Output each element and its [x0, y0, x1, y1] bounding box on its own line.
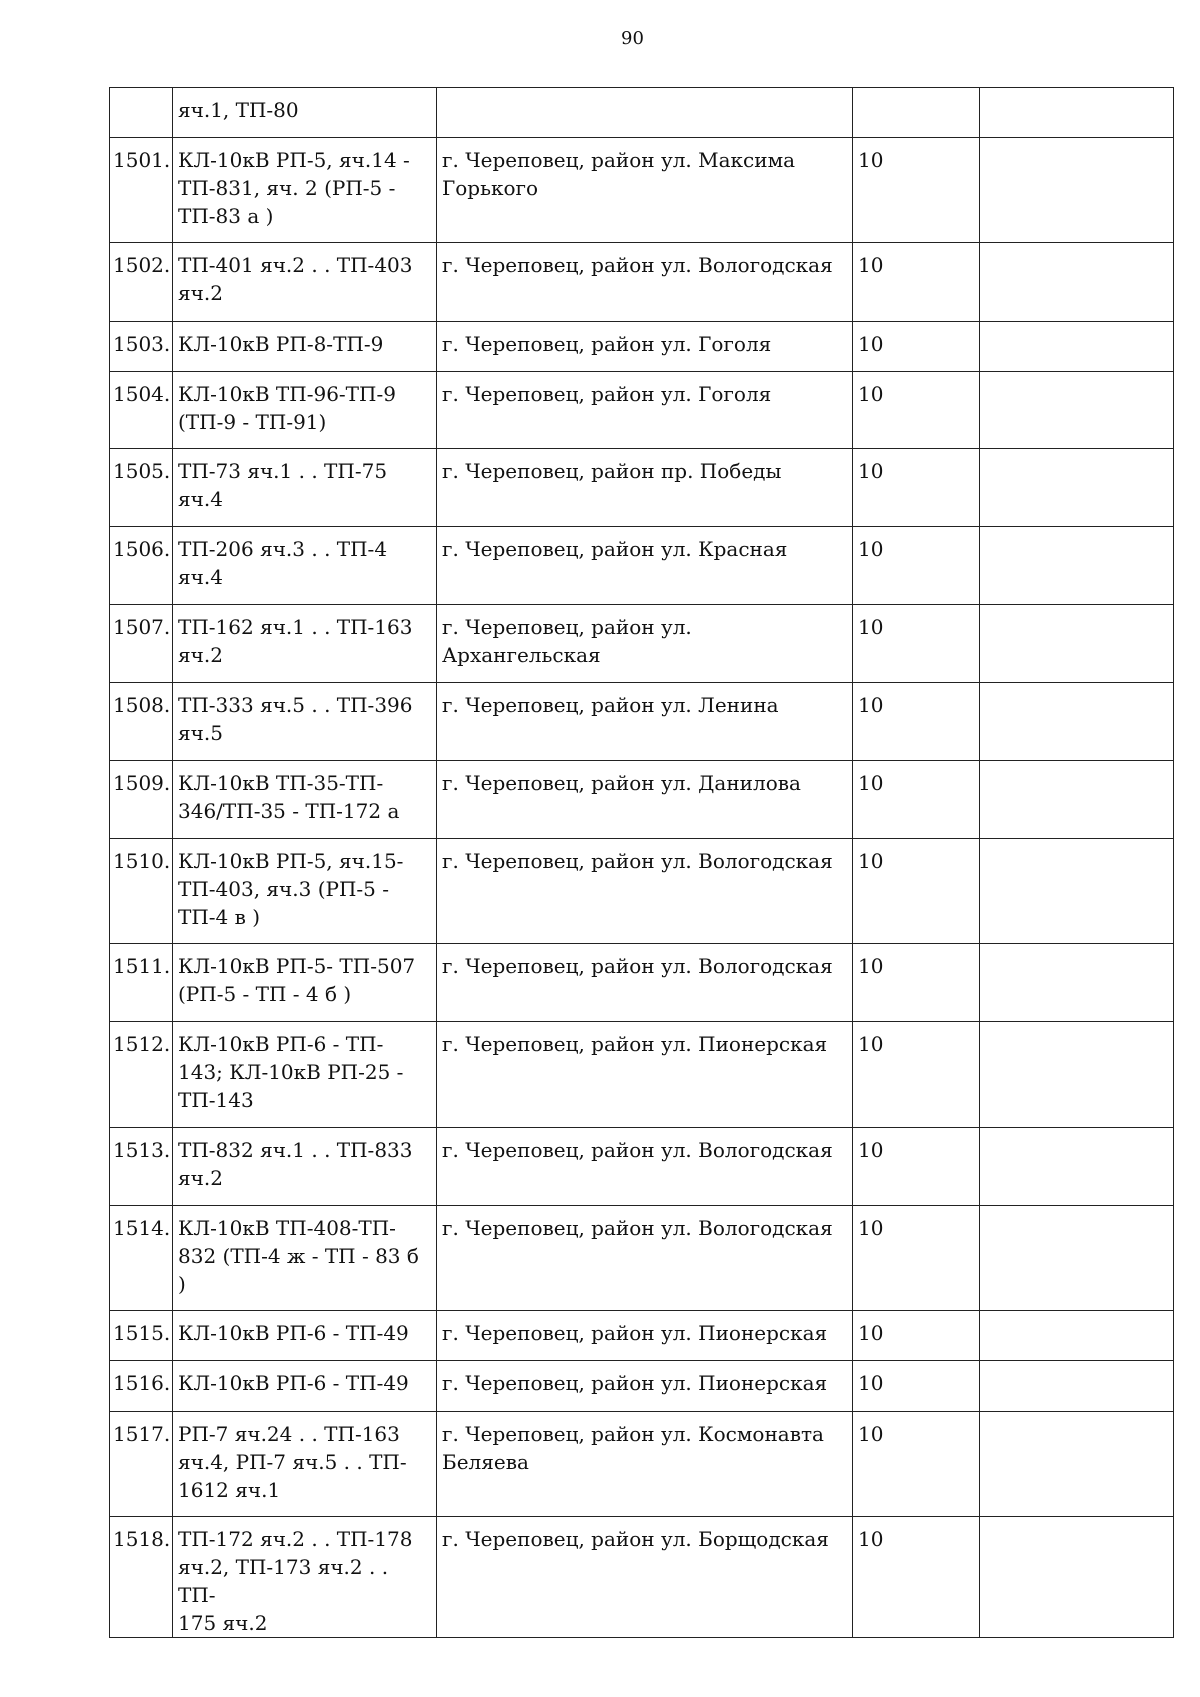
cell-location: г. Череповец, район ул. Пионерская	[437, 1022, 853, 1128]
cell-voltage: 10	[853, 1412, 980, 1517]
cell-location: г. Череповец, район пр. Победы	[437, 449, 853, 527]
cell-row-number: 1513.	[110, 1128, 173, 1206]
cell-voltage: 10	[853, 243, 980, 322]
cell-row-number: 1511.	[110, 944, 173, 1022]
table-row	[110, 1128, 1174, 1206]
cell-note	[980, 243, 1174, 322]
cell-voltage: 10	[853, 605, 980, 683]
cell-note	[980, 322, 1174, 372]
cell-note	[980, 138, 1174, 243]
cell-note	[980, 372, 1174, 449]
cell-voltage: 10	[853, 839, 980, 944]
cell-note	[980, 449, 1174, 527]
cell-location: г. Череповец, район ул. Космонавта Беляева	[437, 1412, 853, 1517]
cell-row-number: 1517.	[110, 1412, 173, 1517]
cell-object-name: КЛ-10кВ РП-6 - ТП- 143; КЛ-10кВ РП-25 - ТП-143	[173, 1022, 437, 1128]
cell-row-number: 1505.	[110, 449, 173, 527]
cell-location: г. Череповец, район ул. Пионерская	[437, 1311, 853, 1361]
page-number: 90	[621, 28, 644, 49]
cell-note	[980, 1206, 1174, 1311]
cell-object-name: КЛ-10кВ РП-5, яч.15- ТП-403, яч.3 (РП-5 - ТП-4 в )	[173, 839, 437, 944]
cell-voltage: 10	[853, 372, 980, 449]
table-row	[110, 527, 1174, 605]
table-row	[110, 88, 1174, 138]
cell-row-number: 1514.	[110, 1206, 173, 1311]
table-row	[110, 761, 1174, 839]
cell-note	[980, 1311, 1174, 1361]
cell-voltage: 10	[853, 761, 980, 839]
cell-row-number: 1504.	[110, 372, 173, 449]
cell-row-number: 1512.	[110, 1022, 173, 1128]
cell-location: г. Череповец, район ул. Вологодская	[437, 839, 853, 944]
cell-voltage: 10	[853, 449, 980, 527]
cell-note	[980, 605, 1174, 683]
table-body	[110, 88, 1174, 1638]
table-row	[110, 1206, 1174, 1311]
table-row	[110, 605, 1174, 683]
cell-object-name: КЛ-10кВ ТП-96-ТП-9 (ТП-9 - ТП-91)	[173, 372, 437, 449]
cell-voltage: 10	[853, 1517, 980, 1638]
cell-voltage: 10	[853, 322, 980, 372]
cell-row-number: 1516.	[110, 1361, 173, 1412]
cell-location: г. Череповец, район ул. Максима Горького	[437, 138, 853, 243]
cell-location: г. Череповец, район ул. Архангельская	[437, 605, 853, 683]
table-row	[110, 839, 1174, 944]
cell-row-number: 1501.	[110, 138, 173, 243]
cell-note	[980, 944, 1174, 1022]
cell-note	[980, 1517, 1174, 1638]
cell-object-name: КЛ-10кВ РП-5- ТП-507 (РП-5 - ТП - 4 б )	[173, 944, 437, 1022]
cell-row-number: 1506.	[110, 527, 173, 605]
cell-note	[980, 1022, 1174, 1128]
cell-location	[437, 88, 853, 138]
cell-row-number	[110, 88, 173, 138]
cell-note	[980, 1128, 1174, 1206]
cell-object-name: РП-7 яч.24 . . ТП-163 яч.4, РП-7 яч.5 . . ТП- 1612 яч.1	[173, 1412, 437, 1517]
cell-voltage: 10	[853, 1361, 980, 1412]
cell-object-name: КЛ-10кВ РП-6 - ТП-49	[173, 1311, 437, 1361]
cell-object-name: ТП-162 яч.1 . . ТП-163 яч.2	[173, 605, 437, 683]
cell-voltage	[853, 88, 980, 138]
table-row	[110, 1412, 1174, 1517]
cell-row-number: 1515.	[110, 1311, 173, 1361]
cell-location: г. Череповец, район ул. Ленина	[437, 683, 853, 761]
table-row	[110, 1361, 1174, 1412]
cell-object-name: ТП-73 яч.1 . . ТП-75 яч.4	[173, 449, 437, 527]
cell-object-name: ТП-333 яч.5 . . ТП-396 яч.5	[173, 683, 437, 761]
cell-object-name: ТП-401 яч.2 . . ТП-403 яч.2	[173, 243, 437, 322]
cell-note	[980, 761, 1174, 839]
cell-object-name: КЛ-10кВ ТП-35-ТП- 346/ТП-35 - ТП-172 а	[173, 761, 437, 839]
table-row	[110, 1022, 1174, 1128]
cell-voltage: 10	[853, 1022, 980, 1128]
cell-note	[980, 527, 1174, 605]
cell-note	[980, 88, 1174, 138]
cell-note	[980, 1361, 1174, 1412]
cell-location: г. Череповец, район ул. Гоголя	[437, 322, 853, 372]
cell-location: г. Череповец, район ул. Пионерская	[437, 1361, 853, 1412]
cell-note	[980, 683, 1174, 761]
cell-object-name: ТП-832 яч.1 . . ТП-833 яч.2	[173, 1128, 437, 1206]
table-row	[110, 138, 1174, 243]
cell-object-name: КЛ-10кВ РП-6 - ТП-49	[173, 1361, 437, 1412]
cell-row-number: 1509.	[110, 761, 173, 839]
cell-voltage: 10	[853, 138, 980, 243]
cell-row-number: 1503.	[110, 322, 173, 372]
cell-row-number: 1507.	[110, 605, 173, 683]
cell-voltage: 10	[853, 1206, 980, 1311]
cell-object-name: ТП-172 яч.2 . . ТП-178 яч.2, ТП-173 яч.2 . . ТП- 175 яч.2	[173, 1517, 437, 1638]
table-row	[110, 322, 1174, 372]
cell-location: г. Череповец, район ул. Борщодская	[437, 1517, 853, 1638]
cell-location: г. Череповец, район ул. Красная	[437, 527, 853, 605]
cell-location: г. Череповец, район ул. Вологодская	[437, 243, 853, 322]
cell-row-number: 1510.	[110, 839, 173, 944]
table-row	[110, 372, 1174, 449]
cell-voltage: 10	[853, 683, 980, 761]
table-row	[110, 944, 1174, 1022]
cable-lines-table	[109, 87, 1174, 1638]
table-row	[110, 449, 1174, 527]
cell-object-name: ТП-206 яч.3 . . ТП-4 яч.4	[173, 527, 437, 605]
cell-location: г. Череповец, район ул. Вологодская	[437, 944, 853, 1022]
cell-voltage: 10	[853, 527, 980, 605]
cell-note	[980, 1412, 1174, 1517]
cell-row-number: 1502.	[110, 243, 173, 322]
table-row	[110, 243, 1174, 322]
table-row	[110, 1517, 1174, 1638]
cell-note	[980, 839, 1174, 944]
cell-object-name: КЛ-10кВ РП-8-ТП-9	[173, 322, 437, 372]
cell-voltage: 10	[853, 944, 980, 1022]
cell-location: г. Череповец, район ул. Гоголя	[437, 372, 853, 449]
cell-voltage: 10	[853, 1311, 980, 1361]
cell-location: г. Череповец, район ул. Вологодская	[437, 1128, 853, 1206]
cell-voltage: 10	[853, 1128, 980, 1206]
cell-object-name: КЛ-10кВ ТП-408-ТП- 832 (ТП-4 ж - ТП - 83 б )	[173, 1206, 437, 1311]
table-row	[110, 1311, 1174, 1361]
cell-row-number: 1508.	[110, 683, 173, 761]
table-row	[110, 683, 1174, 761]
cell-object-name: КЛ-10кВ РП-5, яч.14 - ТП-831, яч. 2 (РП-5 - ТП-83 а )	[173, 138, 437, 243]
cell-location: г. Череповец, район ул. Данилова	[437, 761, 853, 839]
cell-row-number: 1518.	[110, 1517, 173, 1638]
cell-location: г. Череповец, район ул. Вологодская	[437, 1206, 853, 1311]
cell-object-name: яч.1, ТП-80	[173, 88, 437, 138]
